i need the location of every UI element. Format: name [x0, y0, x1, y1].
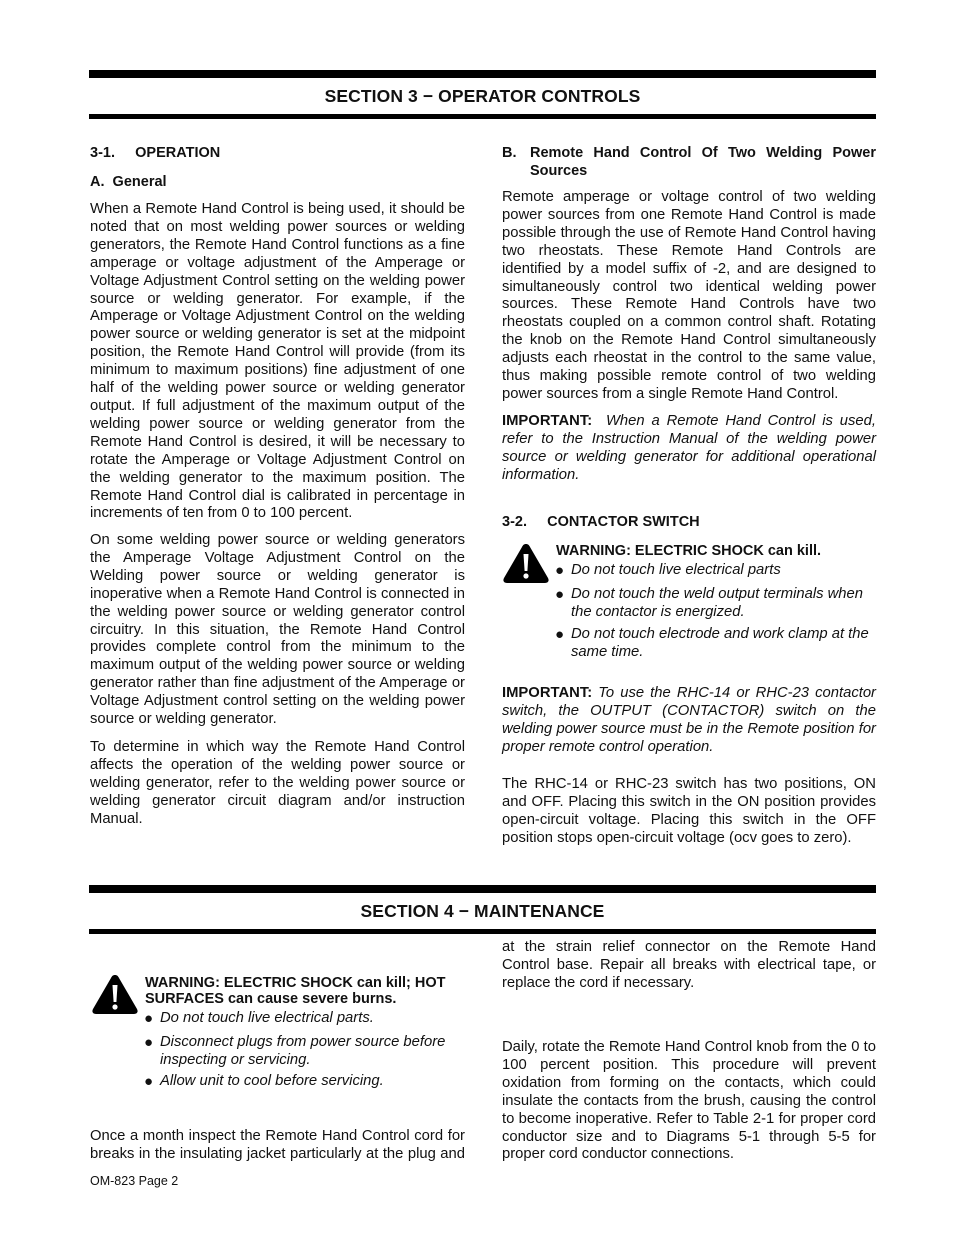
heading-b-remote-two-sources: Remote Hand Control Of Two Welding Power Sources	[530, 145, 876, 179]
important-label-1: IMPORTANT:	[502, 413, 593, 429]
maintenance-paragraph-1-flow: at the strain relief connector on the Remote Hand Control base. Repair all breaks with electrical tape, or replace the cord if necessary.	[502, 939, 876, 991]
general-paragraph-1: When a Remote Hand Control is being used, it should be noted that on most welding power sources or welding generators, the Remote Hand Control functions as a fine amperage or voltage adjustment of the Amperage or Voltage Adjustment Control setting on the welding power source or welding generator. For example, if the Amperage or Voltage Adjustment Control on the welding power source or welding generator is set at the midpoint position, the Remote Hand Control will provide (from its minimum to maximum positions) fine adjustment of one half of the welding power source or welding generator output. If full adjustment of the maximum output of the welding power source or welding generator from the Remote Hand Control is desired, it will be necessary to rotate the Amperage or Voltage Adjustment Control on the welding generator to the maximum position. The Remote Hand Control dial is calibrated in percentage in increments of ten from 0 to 100 percent.	[90, 201, 465, 522]
section3-top-rule	[89, 70, 876, 78]
general-paragraph-3: To determine in which way the Remote Hand Control affects the operation of the welding power source or welding generator, refer to the welding power source or welding generator circuit diagram and/or instruction Manual.	[90, 739, 465, 827]
maintenance-warning-item-3	[144, 1073, 465, 1091]
page-footer: OM-823 Page 2	[90, 1174, 179, 1188]
contactor-switch-paragraph: The RHC-14 or RHC-23 switch has two positions, ON and OFF. Placing this switch in the ON position provides open-circuit voltage. Placing this switch in the OFF position stops open-circuit voltage (ocv goes to zero).	[502, 776, 876, 846]
general-paragraph-2: On some welding power source or welding generators the Amperage Voltage Adjustment Control on the Welding power source or welding generator is inoperative when a Remote Hand Control is connected in the welding power source or welding generator control circuitry. In this situation, the Remote Hand Control provides complete control from the minimum to the maximum output of the welding power source or welding generator rather than fine adjustment of the Amperage or Voltage Adjustment control setting on the welding power source or welding generator.	[90, 532, 465, 728]
heading-b-letter: B.	[502, 145, 517, 161]
important-label-2: IMPORTANT:	[502, 685, 593, 701]
important-text-2: To use the RHC-14 or RHC-23 contactor switch, the OUTPUT (CONTACTOR) switch on the welding power source must be in the Remote position for proper remote control operation.	[502, 685, 876, 755]
warning-item-2-text: Do not touch the weld output terminals when the contactor is energized.	[571, 586, 864, 620]
maintenance-warning-item-3-text: Allow unit to cool before servicing.	[160, 1073, 384, 1089]
maintenance-paragraph-1-continued	[502, 939, 876, 1029]
warning-item-2	[555, 586, 876, 622]
maintenance-paragraph-1-text: Once a month inspect the Remote Hand Control cord for breaks in the insulating jacket particularly at the plug and	[90, 1128, 465, 1162]
heading-a-general: A. General	[90, 174, 167, 190]
two-sources-paragraph: Remote amperage or voltage control of two welding power sources from one Remote Hand Control is made possible through the use of Remote Hand Control having two rheostats. These Remote Hand Controls are identified by a model suffix of -2, and are designed to simultaneously control two identical welding power sources. These Remote Hand Controls have two rheostats coupled on a common control shaft. Rotating the knob on the Remote Hand Control simultaneously adjusts each rheostat in the control to the same value, thus making possible remote control of two welding power sources from a single Remote Hand Control.	[502, 189, 876, 402]
section4-top-rule	[89, 885, 876, 893]
warning-title-contactor: WARNING: ELECTRIC SHOCK can kill.	[556, 543, 822, 559]
warning-triangle-icon	[501, 542, 551, 584]
section3-title: SECTION 3 − OPERATOR CONTROLS	[324, 86, 641, 106]
maintenance-warning-item-1-text: Do not touch live electrical parts.	[160, 1010, 374, 1026]
section4-bottom-rule	[89, 929, 876, 934]
section3-bottom-rule	[89, 114, 876, 119]
maintenance-warning-item-2	[144, 1034, 465, 1070]
important-note-2	[502, 685, 876, 757]
bullet-dot: ●	[555, 562, 565, 579]
heading-3-2-contactor-switch: 3-2. CONTACTOR SWITCH	[502, 514, 700, 530]
section4-title: SECTION 4 − MAINTENANCE	[360, 901, 605, 921]
bullet-dot: ●	[144, 1034, 154, 1051]
warning-item-1-text: Do not touch live electrical parts	[571, 562, 781, 578]
maintenance-warning-item-1	[144, 1010, 465, 1028]
warning-triangle-icon	[90, 973, 140, 1015]
important-text-1: When a Remote Hand Control is used, refer to the Instruction Manual of the welding power source or welding generator for additional operational information.	[502, 413, 876, 483]
bullet-dot: ●	[555, 626, 565, 643]
important-note-1	[502, 413, 876, 485]
maintenance-warning-item-2-text: Disconnect plugs from power source before inspecting or servicing.	[160, 1034, 446, 1068]
bullet-dot: ●	[144, 1010, 154, 1027]
warning-item-3-text: Do not touch electrode and work clamp at the same time.	[571, 626, 869, 660]
maintenance-paragraph-1	[90, 1128, 465, 1164]
bullet-dot: ●	[144, 1073, 154, 1090]
maintenance-paragraph-2: Daily, rotate the Remote Hand Control knob from the 0 to 100 percent position. This procedure will prevent oxidation from forming on the contacts, which could insulate the contacts from the brush, causing the control to become inoperative. Refer to Table 2-1 for proper cord conductor size and to Diagrams 5-1 through 5-5 for proper cord conductor connections.	[502, 1039, 876, 1163]
heading-3-1-operation: 3-1. OPERATION	[90, 145, 221, 161]
warning-title-maintenance: WARNING: ELECTRIC SHOCK can kill; HOT SURFACES can cause severe burns.	[145, 975, 446, 1007]
warning-item-1	[555, 562, 876, 580]
bullet-dot: ●	[555, 586, 565, 603]
warning-item-3	[555, 626, 876, 662]
